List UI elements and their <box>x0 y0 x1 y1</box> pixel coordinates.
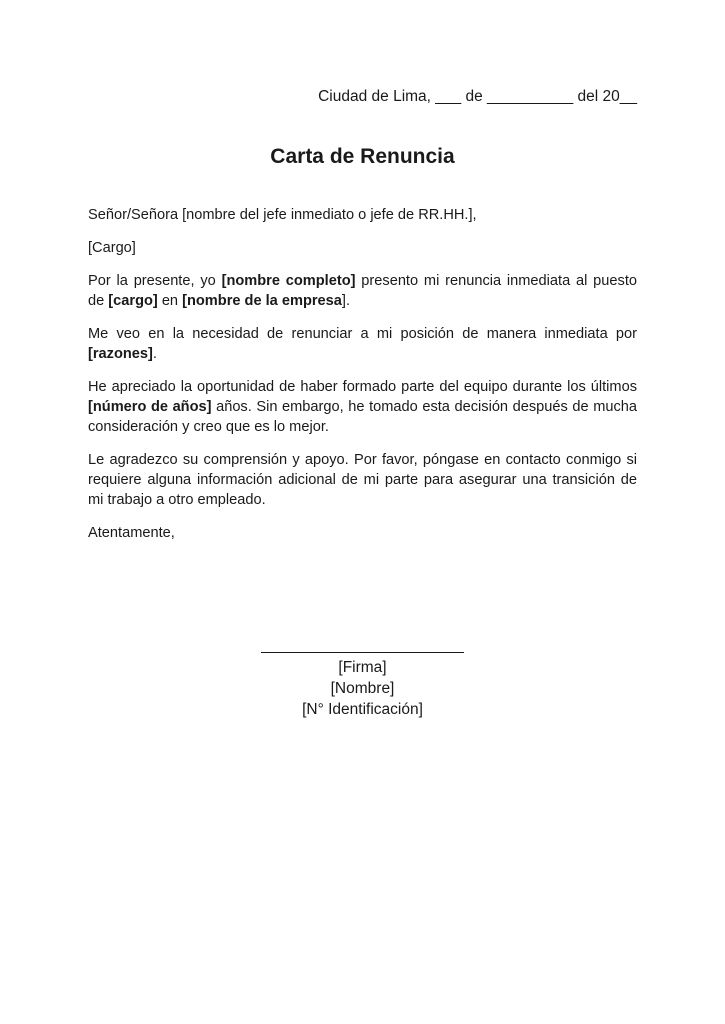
text-fragment: . <box>152 346 157 362</box>
signature-line <box>261 652 464 653</box>
text-fragment: Me veo en la necesidad de renunciar a mi posición de manera inmediata por <box>88 326 637 342</box>
signature-name: [Nombre] <box>330 680 395 697</box>
paragraph-resignation <box>88 271 637 311</box>
placeholder-full-name: [nombre completo] <box>221 273 356 289</box>
placeholder-company: [nombre de la empresa <box>182 293 342 309</box>
placeholder-reasons: [razones] <box>88 346 153 362</box>
paragraph-appreciation <box>88 377 637 437</box>
placeholder-years: [número de años] <box>88 399 212 415</box>
text-fragment: Por la presente, yo <box>88 273 222 289</box>
date-line: Ciudad de Lima, ___ de __________ del 20__ <box>318 88 637 105</box>
text-fragment: He apreciado la oportunidad de haber formado parte del equipo durante los últimos <box>88 379 637 395</box>
paragraph-reasons <box>88 324 637 364</box>
text-fragment: ]. <box>341 293 350 309</box>
placeholder-position: [cargo] <box>108 293 158 309</box>
paragraph-thanks: Le agradezco su comprensión y apoyo. Por favor, póngase en contacto conmigo si requiere alguna información adicional de mi parte para asegurar una transición de mi trabajo a otro empleado. <box>88 452 637 508</box>
signature-id: [N° Identificación] <box>302 701 423 718</box>
recipient-position: [Cargo] <box>88 240 136 256</box>
closing: Atentamente, <box>88 525 175 541</box>
signature-firma: [Firma] <box>338 659 387 676</box>
text-fragment: años. Sin embargo, he tomado esta decisión después de mucha consideración y creo que es lo mejor. <box>88 399 638 435</box>
salutation: Señor/Señora [nombre del jefe inmediato o jefe de RR.HH.], <box>88 207 477 223</box>
text-fragment: en <box>157 293 183 309</box>
text-fragment: presento mi renuncia inmediata al puesto de <box>88 273 637 309</box>
page-title: Carta de Renuncia <box>270 145 455 168</box>
signature-block <box>0 652 725 720</box>
letter-body <box>88 205 637 556</box>
